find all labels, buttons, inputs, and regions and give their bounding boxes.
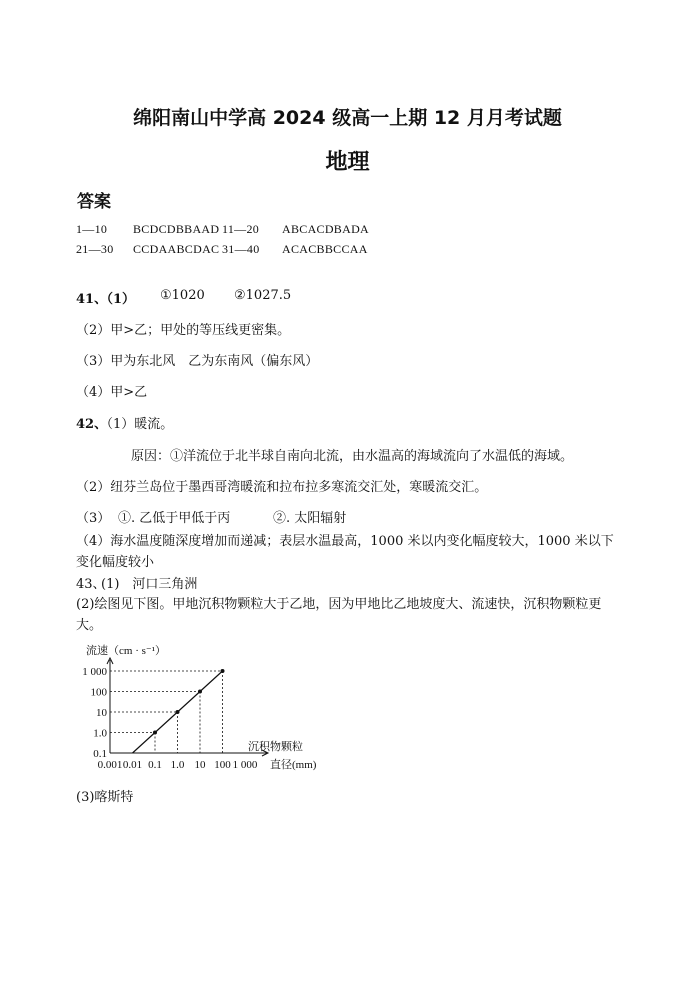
x-axis-label-bottom: 直径(mm)	[270, 759, 317, 771]
answer-text: ②1027.5	[234, 288, 292, 303]
mc-range: 1—10	[76, 222, 108, 236]
answer-text: （4）甲>乙	[76, 385, 148, 400]
answer-text: (1) 河口三角洲	[101, 577, 198, 592]
answer-text: ②. 太阳辐射	[273, 511, 347, 526]
x-tick-label: 100	[214, 759, 231, 771]
mc-answers: BCDCDBBAAD	[133, 222, 220, 236]
velocity-grain-chart	[80, 640, 340, 775]
question-number: 41、	[76, 292, 108, 307]
answer-text: （1）暖流。	[100, 417, 174, 432]
subject-title: 地理	[325, 150, 370, 175]
x-tick-label: 0.001	[97, 759, 123, 771]
answer-text: （3）甲为东北风 乙为东南风（偏东风）	[76, 354, 319, 369]
x-tick-label: 1 000	[232, 759, 258, 771]
mc-range: 11—20	[222, 222, 260, 236]
data-point	[198, 690, 202, 694]
x-tick-label: 10	[194, 759, 206, 771]
answer-text: ①. 乙低于甲低于丙	[118, 511, 231, 526]
answer-text: （2）甲>乙；甲处的等压线更密集。	[76, 323, 291, 338]
y-tick-label: 10	[96, 707, 107, 719]
x-tick-label: 1.0	[170, 759, 185, 771]
data-point	[176, 710, 180, 714]
mc-answers: ACACBBCCAA	[282, 242, 368, 256]
x-tick-label: 0.01	[122, 759, 143, 771]
y-tick-label: 1 000	[82, 666, 107, 678]
mc-range: 21—30	[76, 242, 114, 256]
y-axis-label: 流速（cm · s⁻¹）	[86, 645, 166, 657]
part-label: （3）	[76, 511, 111, 526]
x-axis-label-top: 沉积物颗粒	[248, 741, 303, 753]
answer-text: （4）海水温度随深度增加而递减；表层水温最高，1000 米以内变化幅度较大，1000 米以下变化幅度较小	[76, 534, 614, 570]
mc-answers: CCDAABCDAC	[133, 242, 220, 256]
answer-text: (2)绘图见下图。甲地沉积物颗粒大于乙地，因为甲地比乙地坡度大、流速快，沉积物颗粒更大。	[76, 597, 602, 633]
page-title: 绵阳南山中学高 2024 级高一上期 12 月月考试题	[133, 107, 562, 129]
part-label: （1）	[100, 292, 136, 307]
question-number: 42、	[76, 417, 108, 432]
answer-text: （2）纽芬兰岛位于墨西哥湾暖流和拉布拉多寒流交汇处，寒暖流交汇。	[76, 480, 488, 495]
data-point	[153, 731, 157, 735]
answer-text: ①1020	[160, 288, 205, 303]
mc-range: 31—40	[222, 242, 260, 256]
y-tick-label: 1.0	[93, 727, 107, 740]
question-number: 43、	[76, 577, 106, 592]
answer-text: (3)喀斯特	[76, 790, 134, 805]
data-point	[221, 669, 225, 673]
answer-text: 原因：①洋流位于北半球自南向北流，由水温高的海域流向了水温低的海域。	[131, 449, 574, 464]
y-tick-label: 100	[90, 686, 107, 699]
x-tick-label: 0.1	[148, 759, 162, 771]
y-tick-label: 0.1	[93, 748, 107, 760]
mc-answers: ABCACDBADA	[282, 222, 370, 236]
section-heading: 答案	[77, 192, 111, 212]
